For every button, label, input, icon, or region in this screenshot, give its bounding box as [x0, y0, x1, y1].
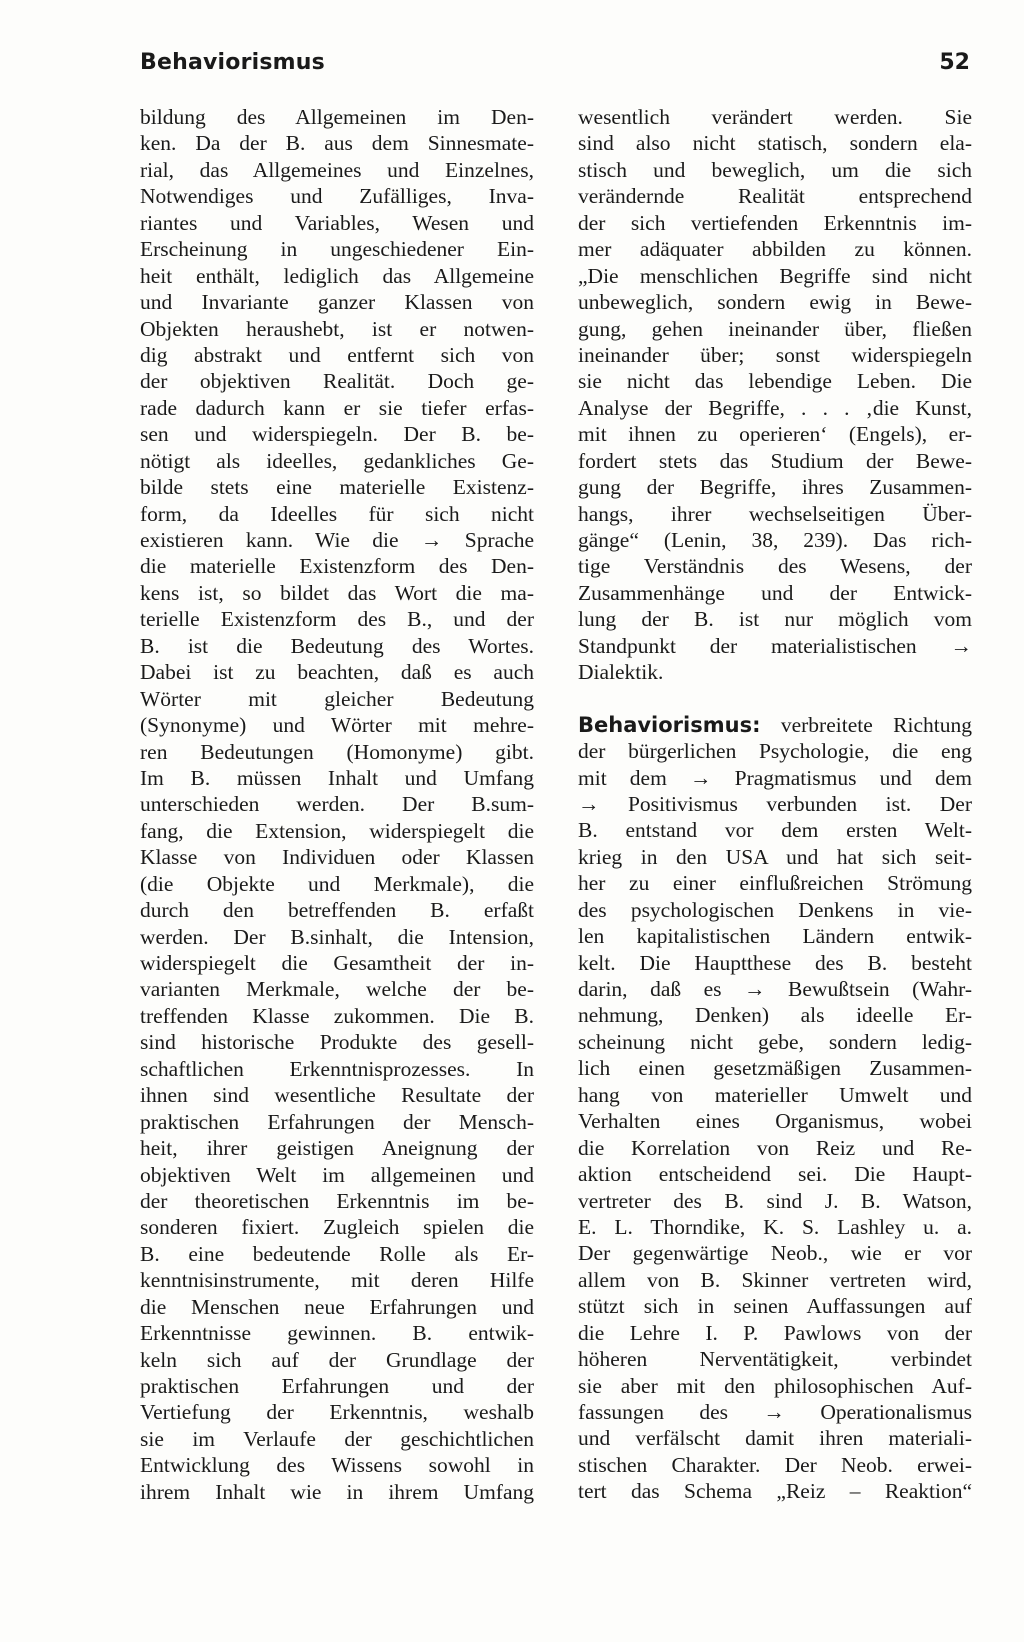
- text-line: bildung des Allgemeinen im Den-: [140, 105, 534, 129]
- text-line: und Invariante ganzer Klassen von: [140, 290, 534, 315]
- text-line: lung der B. ist nur möglich vom: [578, 607, 972, 632]
- text-line: nehmung, Denken) als ideelle Er-: [578, 1003, 972, 1028]
- text-line: verändernde Realität entsprechend: [578, 184, 972, 209]
- text-line: stützt sich in seinen Auffassungen auf: [578, 1294, 972, 1319]
- text-line: sie im Verlaufe der geschichtlichen: [140, 1426, 534, 1451]
- entry-first-line: [578, 712, 972, 738]
- text-line: und verfälscht damit ihren materiali-: [578, 1426, 972, 1451]
- text-line: heit, ihrer geistigen Aneignung der: [140, 1136, 534, 1161]
- text-line: ken. Da der B. aus dem Sinnesmate-: [140, 131, 534, 156]
- text-line: Dialektik.: [578, 660, 664, 685]
- text-line: vertreter des B. sind J. B. Watson,: [578, 1188, 972, 1213]
- text-line: nötigt als ideelles, gedankliches Ge-: [140, 448, 534, 473]
- text-line: die Lehre I. P. Pawlows von der: [578, 1320, 972, 1345]
- right-column: [578, 104, 972, 1505]
- text-line: allem von B. Skinner vertreten wird,: [578, 1267, 972, 1292]
- text-line: aktion entscheidend sei. Die Haupt-: [578, 1162, 972, 1187]
- text-line: sie aber mit den philosophischen Auf-: [578, 1373, 972, 1398]
- text-line: Erscheinung in ungeschiedener Ein-: [140, 237, 534, 262]
- text-line: stischen Charakter. Der Neob. erwei-: [578, 1452, 972, 1477]
- text-line: heit enthält, lediglich das Allgemeine: [140, 263, 534, 288]
- text-line: Verhalten eines Organismus, wobei: [578, 1109, 972, 1134]
- text-line: ineinander über; sonst widerspiegeln: [578, 342, 972, 367]
- text-line: (Synonyme) und Wörter mit mehre-: [140, 713, 534, 738]
- text-line: höheren Nerventätigkeit, verbindet: [578, 1347, 972, 1372]
- text-line: sen und widerspiegeln. Der B. be-: [140, 422, 534, 447]
- text-line: schaftlichen Erkenntnisprozesses. In: [140, 1056, 534, 1081]
- entry-first-line-text: verbreitete Richtung: [760, 712, 972, 737]
- text-line: len kapitalistischen Ländern entwik-: [578, 924, 972, 949]
- entry-headword: Behaviorismus:: [578, 712, 761, 737]
- text-line: darin, daß es → Bewußtsein (Wahr-: [578, 977, 972, 1001]
- text-line: Dabei ist zu beachten, daß es auch: [140, 660, 534, 685]
- text-line: der objektiven Realität. Doch ge-: [140, 369, 534, 394]
- text-line: Objekten heraushebt, ist er notwen-: [140, 316, 534, 341]
- text-line: praktischen Erfahrungen der Mensch-: [140, 1109, 534, 1134]
- text-line: existieren kann. Wie die → Sprache: [140, 528, 534, 552]
- right-column-continuation: [578, 104, 972, 686]
- text-line: Vertiefung der Erkenntnis, weshalb: [140, 1400, 534, 1425]
- text-line: B. ist die Bedeutung des Wortes.: [140, 633, 534, 658]
- text-line: hangs, ihrer wechselseitigen Über-: [578, 501, 972, 526]
- entry-body: [578, 738, 972, 1505]
- text-line: dig abstrakt und entfernt sich von: [140, 342, 534, 367]
- text-line: keln sich auf der Grundlage der: [140, 1347, 534, 1372]
- text-line: Der gegenwärtige Neob., wie er vor: [578, 1241, 972, 1266]
- text-line: Erkenntnisse gewinnen. B. entwik-: [140, 1321, 534, 1346]
- entry-behaviorismus: [578, 712, 972, 1505]
- text-line: bilde stets eine materielle Existenz-: [140, 475, 534, 500]
- text-line: die materielle Existenzform des Den-: [140, 554, 534, 579]
- text-line: kenntnisinstrumente, mit deren Hilfe: [140, 1268, 534, 1293]
- text-line: sind historische Produkte des gesell-: [140, 1030, 534, 1055]
- text-line: tert das Schema „Reiz – Reaktion“: [578, 1479, 972, 1504]
- text-line: widerspiegelt die Gesamtheit der in-: [140, 951, 534, 975]
- text-line: krieg in den USA und hat sich seit-: [578, 844, 972, 869]
- text-line: mer adäquater abbilden zu können.: [578, 237, 972, 262]
- text-line: stisch und beweglich, um die sich: [578, 157, 972, 182]
- text-line: unbeweglich, sondern ewig in Bewe-: [578, 290, 972, 315]
- text-line: des psychologischen Denkens in vie-: [578, 897, 972, 922]
- text-line: wesentlich verändert werden. Sie: [578, 105, 972, 129]
- text-line: gung, gehen ineinander über, fließen: [578, 316, 972, 341]
- text-line: hang von materieller Umwelt und: [578, 1082, 972, 1107]
- text-line: unterschieden werden. Der B.sum-: [140, 792, 534, 817]
- text-line: E. L. Thorndike, K. S. Lashley u. a.: [578, 1214, 972, 1239]
- text-line: kelt. Die Hauptthese des B. besteht: [578, 950, 972, 975]
- text-line: ihrem Inhalt wie in ihrem Umfang: [140, 1479, 534, 1504]
- text-line: terielle Existenzform des B., und der: [140, 607, 534, 632]
- text-line: B. entstand vor dem ersten Welt-: [578, 818, 972, 843]
- text-line: lich einen gesetzmäßigen Zusammen-: [578, 1056, 972, 1081]
- text-line: fang, die Extension, widerspiegelt die: [140, 818, 534, 843]
- text-line: praktischen Erfahrungen und der: [140, 1374, 534, 1398]
- text-line: her zu einer einflußreichen Strömung: [578, 871, 972, 896]
- text-line: die Menschen neue Erfahrungen und: [140, 1294, 534, 1319]
- text-line: der theoretischen Erkenntnis im be-: [140, 1188, 534, 1213]
- text-line: „Die menschlichen Begriffe sind nicht: [578, 263, 972, 288]
- running-head: Behaviorismus: [140, 50, 325, 75]
- text-line: scheinung nicht gebe, sondern ledig-: [578, 1029, 972, 1054]
- text-line: fordert stets das Studium der Bewe-: [578, 448, 972, 473]
- text-line: Standpunkt der materialistischen →: [578, 633, 972, 658]
- text-line: sie nicht das lebendige Leben. Die: [578, 369, 972, 394]
- entry-spacer: [578, 686, 972, 712]
- text-line: Entwicklung des Wissens sowohl in: [140, 1453, 534, 1478]
- text-line: form, da Ideelles für sich nicht: [140, 501, 534, 526]
- text-line: der sich vertiefenden Erkenntnis im-: [578, 210, 972, 235]
- text-line: objektiven Welt im allgemeinen und: [140, 1162, 534, 1187]
- text-line: B. eine bedeutende Rolle als Er-: [140, 1241, 534, 1266]
- text-line: mit ihnen zu operieren‘ (Engels), er-: [578, 422, 972, 447]
- text-line: sonderen fixiert. Zugleich spielen die: [140, 1215, 534, 1240]
- text-line: → Positivismus verbunden ist. Der: [578, 791, 972, 816]
- text-line: fassungen des → Operationalismus: [578, 1400, 972, 1424]
- text-line: die Korrelation von Reiz und Re-: [578, 1135, 972, 1160]
- text-line: ihnen sind wesentliche Resultate der: [140, 1083, 534, 1108]
- text-line: tige Verständnis des Wesens, der: [578, 554, 972, 579]
- left-column: [140, 104, 534, 1505]
- text-line: durch den betreffenden B. erfaßt: [140, 898, 534, 923]
- text-line: rade dadurch kann er sie tiefer erfas-: [140, 395, 534, 420]
- text-line: Notwendiges und Zufälliges, Inva-: [140, 184, 534, 209]
- text-line: der bürgerlichen Psychologie, die eng: [578, 739, 972, 764]
- page-number: 52: [939, 50, 970, 75]
- text-line: ren Bedeutungen (Homonyme) gibt.: [140, 739, 534, 764]
- text-line: sind also nicht statisch, sondern ela-: [578, 131, 972, 156]
- text-line: gänge“ (Lenin, 38, 239). Das rich-: [578, 528, 972, 552]
- text-line: Zusammenhänge und der Entwick-: [578, 580, 972, 605]
- text-line: treffenden Klasse zukommen. Die B.: [140, 1003, 534, 1028]
- text-line: kens ist, so bildet das Wort die ma-: [140, 580, 534, 605]
- text-line: Wörter mit gleicher Bedeutung: [140, 686, 534, 711]
- text-line: Analyse der Begriffe, . . . ‚die Kunst,: [578, 395, 972, 420]
- text-line: riantes und Variables, Wesen und: [140, 210, 534, 235]
- text-line: mit dem → Pragmatismus und dem: [578, 765, 972, 790]
- text-line: rial, das Allgemeines und Einzelnes,: [140, 157, 534, 182]
- text-line: Klasse von Individuen oder Klassen: [140, 845, 534, 870]
- text-line: gung der Begriffe, ihres Zusammen-: [578, 475, 972, 500]
- text-line: (die Objekte und Merkmale), die: [140, 871, 534, 896]
- text-line: varianten Merkmale, welche der be-: [140, 977, 534, 1002]
- text-line: Im B. müssen Inhalt und Umfang: [140, 765, 534, 790]
- text-line: werden. Der B.sinhalt, die Intension,: [140, 924, 534, 949]
